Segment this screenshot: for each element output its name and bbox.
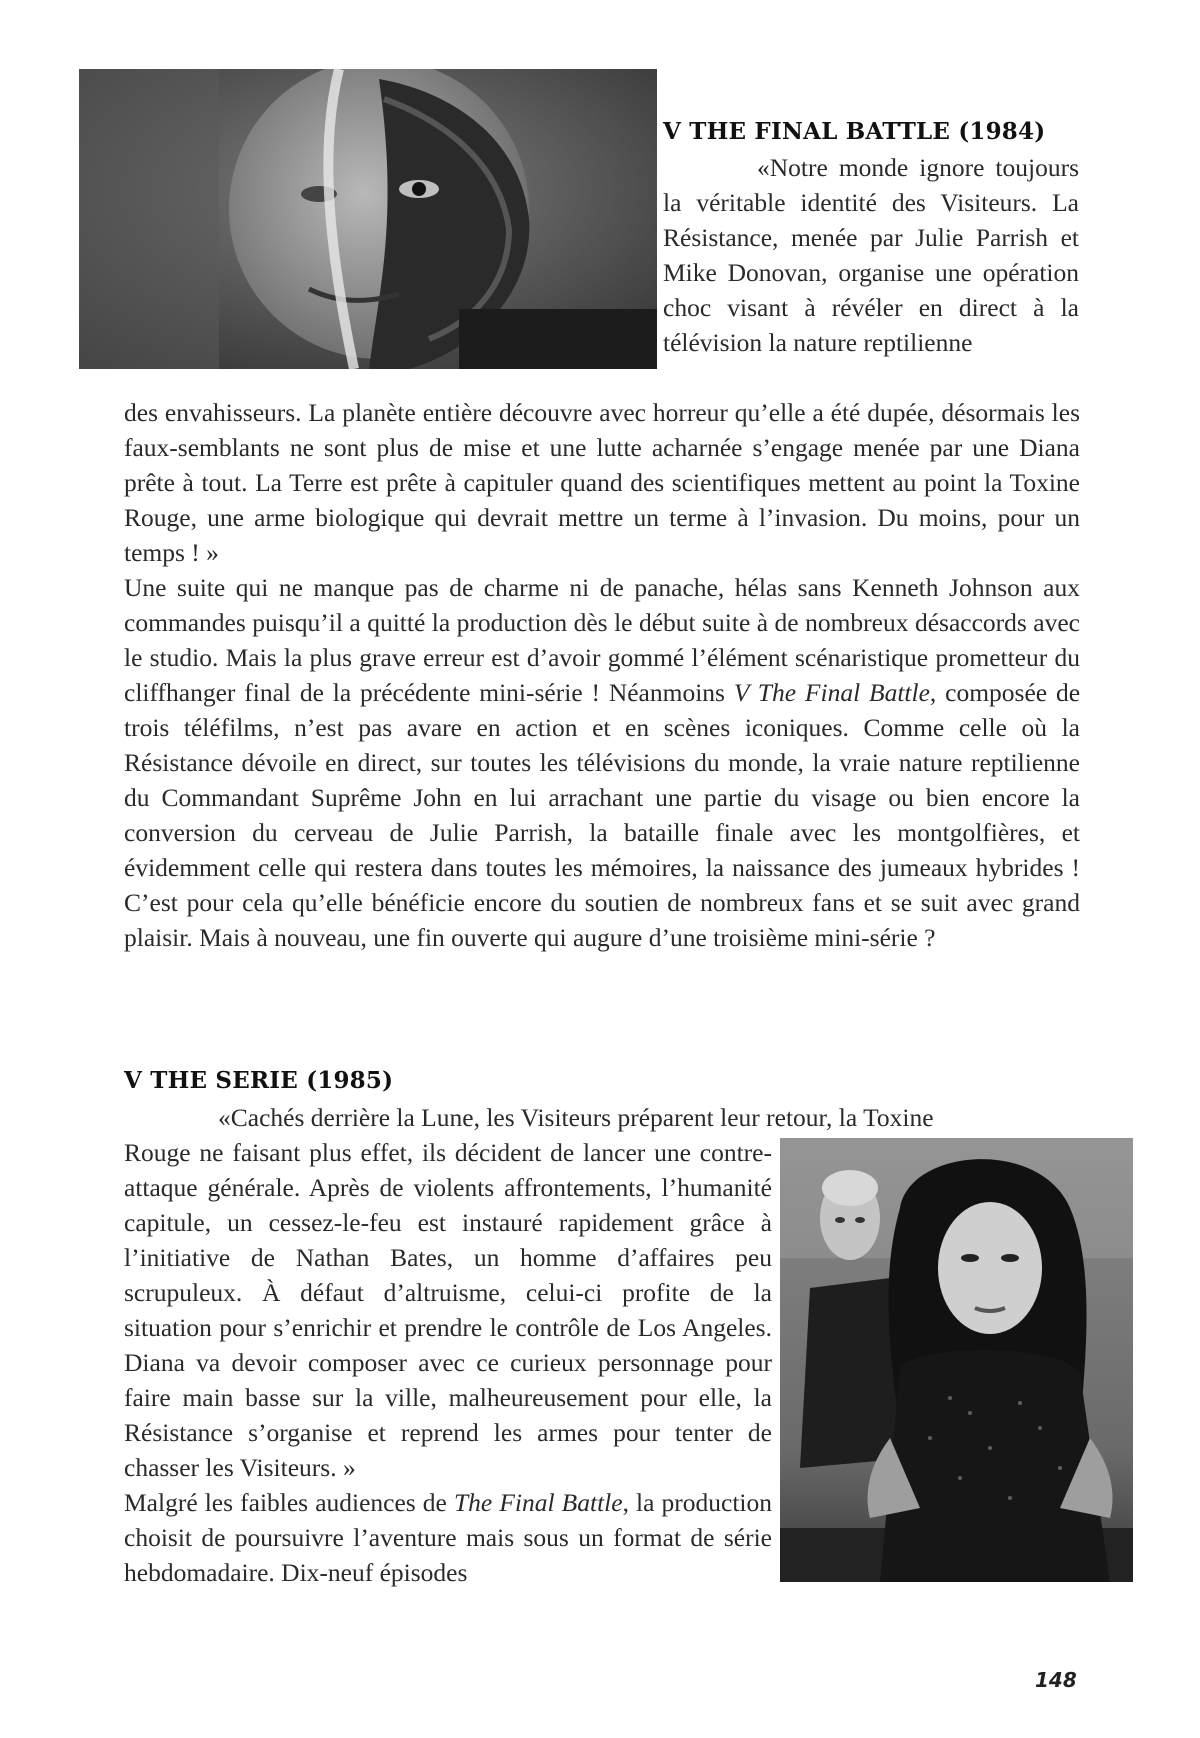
section-heading-the-serie: V THE SERIE (1985) — [124, 1067, 394, 1094]
review-text-after-title: , composée de trois téléfilms, n’est pas avare en action et en scènes iconiques. Comme celle où la Résistance dévoile en direct, sur toutes les télévisions du monde, la vraie nature reptilienne du Commandant Suprême John en lui arrachant une partie du visage ou bien encore la conversion du cerveau de Julie Parrish, la bataille finale avec les montgolfières, et évidemment celle qui restera dans toutes les mémoires, la naissance des jumeaux hybrides ! C’est pour cela qu’elle bénéficie encore du soutien de nombreux fans et se suit avec grand plaisir. Mais à nouveau, une fin ouverte qui augure d’une troisième mini-série ? — [124, 678, 1081, 952]
synopsis-paragraph: «Notre monde ignore toujours la véritable identité des Visiteurs. La Résistance, menée par Julie Parrish et Mike Donovan, organise une opération choc visant à révéler en direct à la télévision la nature reptilienne — [663, 153, 1079, 357]
synopsis-rest: Rouge ne faisant plus effet, ils décident de lancer une contre-attaque générale. Après de violents affrontements, l’humanité capitule, un cessez-le-feu est instauré rapidement grâce à l’initiative de Nathan Bates, un homme d’affaires peu scrupuleux. À défaut d’altruisme, celui-ci profite de la situation pour s’enrichir et prendre le contrôle de Los Angeles. Diana va devoir composer avec ce curieux personnage pour faire main basse sur la ville, malheureusement pour elle, la Résistance s’organise et reprend les armes pour tenter de chasser les Visiteurs. » — [124, 1138, 772, 1482]
the-serie-text — [124, 1135, 772, 1590]
still-photo-reptilian-face — [79, 69, 657, 369]
synopsis-serie-first-line — [124, 1100, 1080, 1135]
review-title-italic: V The Final Battle — [733, 678, 930, 707]
review-paragraph-final-battle — [124, 570, 1080, 955]
review-text-before-title: Malgré les faibles audiences de — [124, 1488, 447, 1517]
section-heading-final-battle: V THE FINAL BATTLE (1984) — [663, 118, 1046, 145]
review-paragraph-serie — [124, 1485, 772, 1590]
review-text-after-title: , la production choisit de poursuivre l’aventure mais sous un format de série hebdomadaire. Dix-neuf épisodes — [124, 1488, 772, 1587]
review-text-before-title: Une suite qui ne manque pas de charme ni de panache, hélas sans Kenneth Johnson aux commandes puisqu’il a quitté la production dès le début suite à de nombreux désaccords avec le studio. Mais la plus grave erreur est d’avoir gommé l’élément scénaristique prometteur du cliffhanger final de la précédente mini-série ! Néanmoins — [124, 573, 1080, 707]
synopsis-final-battle-beside-photo — [663, 150, 1079, 360]
synopsis-first-line: «Cachés derrière la Lune, les Visiteurs préparent leur retour, la Toxine — [218, 1103, 934, 1132]
still-photo-diana-and-officer — [780, 1138, 1133, 1582]
synopsis-continued: des envahisseurs. La planète entière découvre avec horreur qu’elle a été dupée, désormais les faux-semblants ne sont plus de mise et une lutte acharnée s’engage menée par une Diana prête à tout. La Terre est prête à capituler quand des scientifiques mettent au point la Toxine Rouge, une arme biologique qui devrait mettre un terme à l’invasion. Du moins, pour un temps ! » — [124, 398, 1080, 567]
review-title-italic: The Final Battle — [453, 1488, 623, 1517]
final-battle-text — [124, 395, 1080, 955]
page-number: 148 — [1035, 1668, 1077, 1692]
